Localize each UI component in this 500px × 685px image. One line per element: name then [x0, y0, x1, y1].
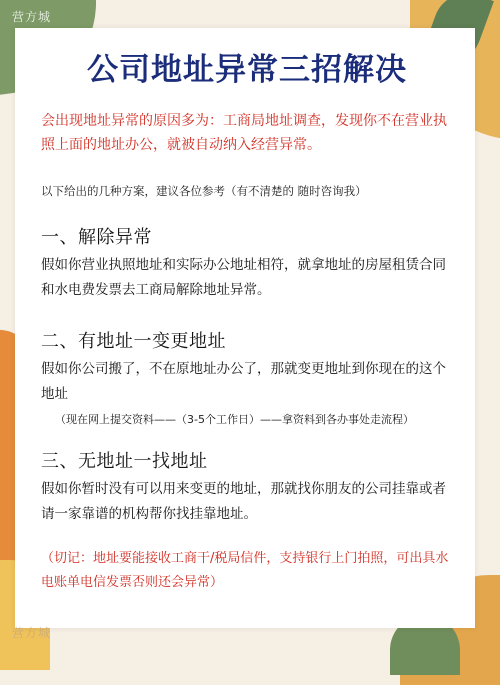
section-body: 假如你公司搬了，不在原地址办公了，那就变更地址到你现在的这个地址: [41, 361, 446, 402]
advice-note: 以下给出的几种方案，建议各位参考（有不清楚的 随时咨询我）: [41, 184, 367, 198]
section-process-note: （现在网上提交资料——（3-5个工作日）——拿资料到各办事处走流程）: [55, 413, 414, 426]
section-title: 二、有地址一变更地址: [41, 331, 226, 352]
section-remove-abnormal: [41, 223, 453, 303]
section-change-address: [41, 327, 453, 427]
watermark-top: 营方城: [12, 10, 52, 24]
section-title: 三、无地址一找地址: [41, 451, 208, 472]
intro-text: 会出现地址异常的原因多为：工商局地址调查，发现你不在营业执照上面的地址办公，就被自动纳入经营异常。: [41, 113, 447, 153]
section-body: 假如你暂时没有可以用来变更的地址，那就找你朋友的公司挂靠或者请一家靠谱的机构帮你找挂靠地址。: [41, 481, 446, 522]
section-title: 一、解除异常: [41, 227, 152, 248]
content-card: [15, 28, 475, 628]
page-title: 公司地址异常三招解决: [87, 52, 407, 88]
section-find-address: [41, 447, 453, 527]
section-body: 假如你营业执照地址和实际办公地址相符，就拿地址的房屋租赁合同和水电费发票去工商局解除地址异常。: [41, 257, 446, 298]
warning-text: （切记：地址要能接收工商干/税局信件，支持银行上门拍照，可出具水电账单电信发票否则还会异常）: [41, 551, 449, 590]
watermark-bottom: 营方城: [12, 626, 52, 640]
